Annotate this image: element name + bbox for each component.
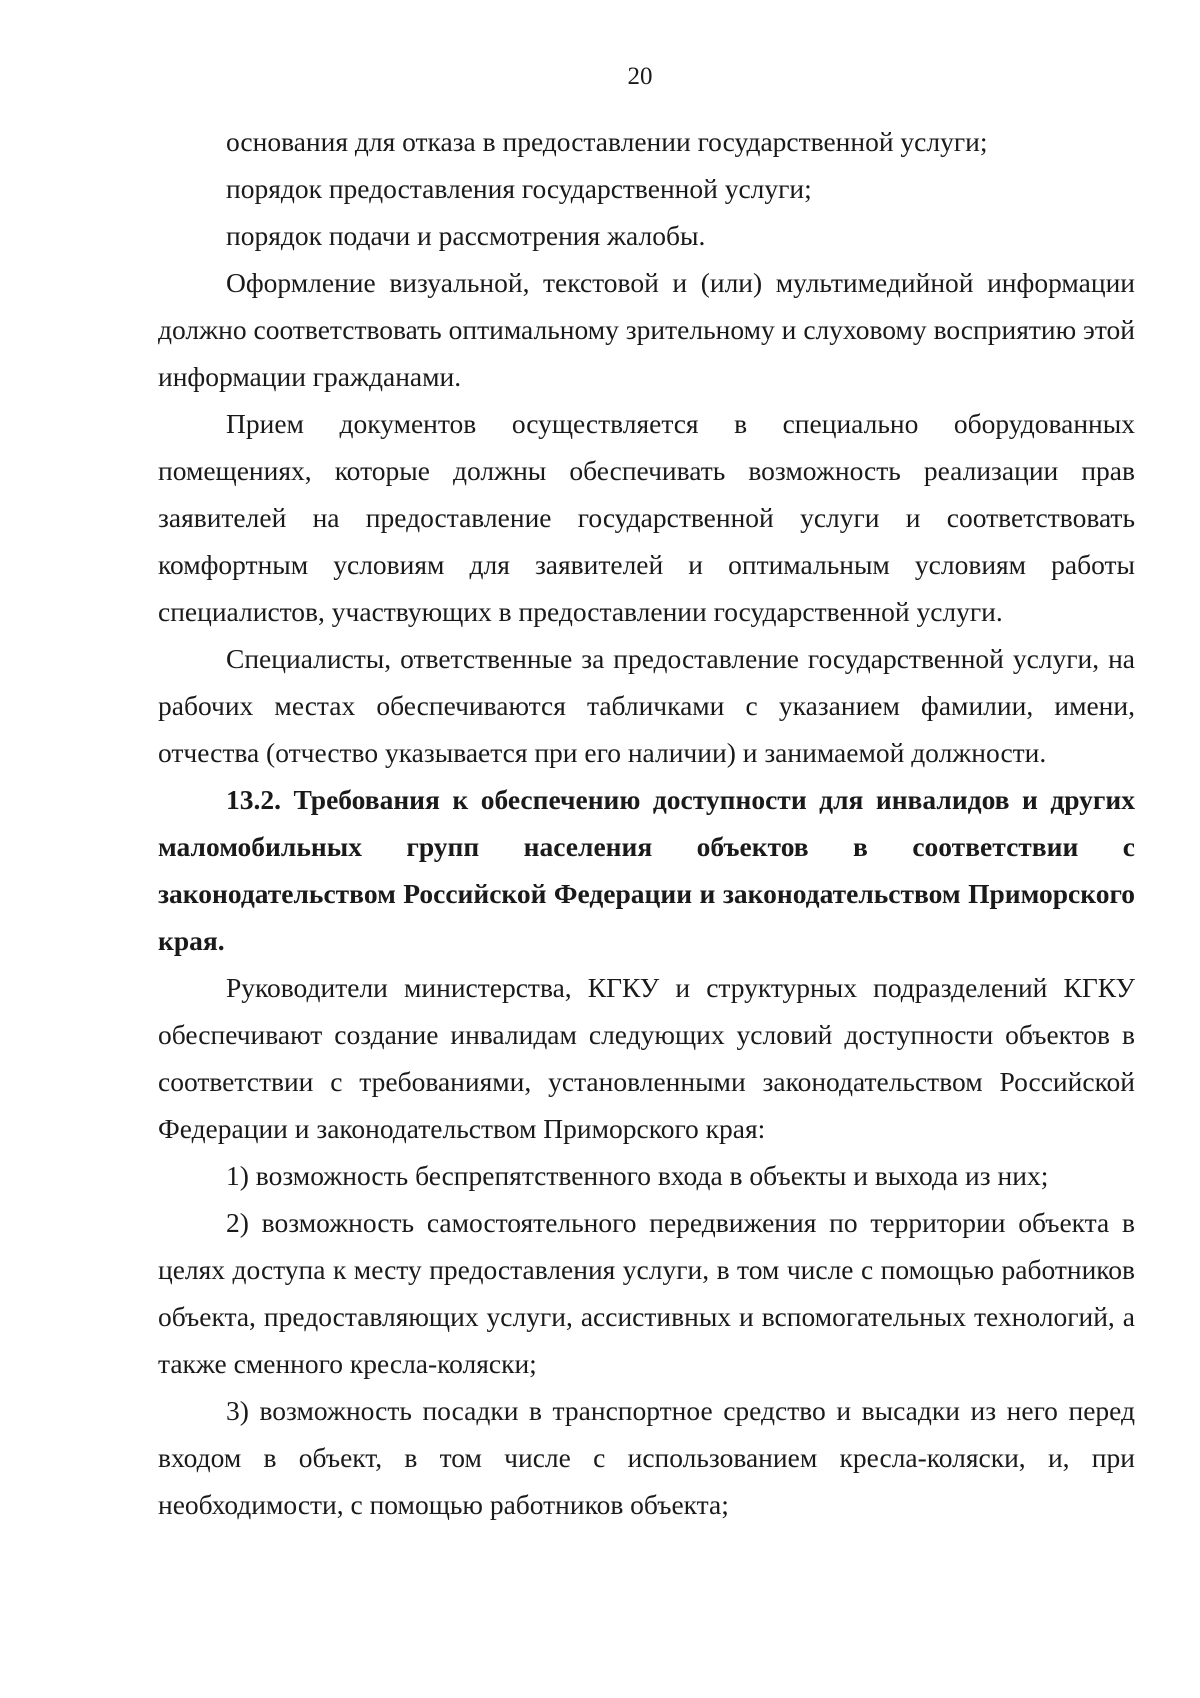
list-item-2: 2) возможность самостоятельного передвижения по территории объекта в целях доступа к месту предоставления услуги, в том числе с помощью работников объекта, предоставляющих услуги, ассистивных и вспомогательных технологий, а также сменного кресла-коляски; xyxy=(158,1207,1135,1379)
document-body xyxy=(158,118,1135,1528)
paragraph-visual-information: Оформление визуальной, текстовой и (или) мультимедийной информации должно соответствовать оптимальному зрительному и слуховому восприятию этой информации гражданами. xyxy=(158,267,1135,392)
paragraph-specialists: Специалисты, ответственные за предоставление государственной услуги, на рабочих местах обеспечиваются табличками с указанием фамилии, имени, отчества (отчество указывается при его наличии) и занимаемой должности. xyxy=(158,643,1135,768)
page-number: 20 xyxy=(627,63,653,90)
list-item-refusal-grounds: основания для отказа в предоставлении государственной услуги; xyxy=(226,126,988,157)
list-item-complaint-procedure: порядок подачи и рассмотрения жалобы. xyxy=(226,220,706,251)
list-item-service-procedure: порядок предоставления государственной услуги; xyxy=(226,173,812,204)
list-item-3: 3) возможность посадки в транспортное средство и высадки из него перед входом в объект, в том числе с использованием кресла-коляски, и, при необходимости, с помощью работников объекта; xyxy=(158,1395,1135,1520)
paragraph-accessibility-conditions: Руководители министерства, КГКУ и структурных подразделений КГКУ обеспечивают создание инвалидам следующих условий доступности объектов в соответствии с требованиями, установленными законодательством Российской Федерации и законодательством Приморского края: xyxy=(158,972,1135,1144)
paragraph-document-reception: Прием документов осуществляется в специально оборудованных помещениях, которые должны обеспечивать возможность реализации прав заявителей на предоставление государственной услуги и соответствовать комфортным условиям для заявителей и оптимальным условиям работы специалистов, участвующих в предоставлении государственной услуги. xyxy=(158,408,1135,627)
list-item-1: 1) возможность беспрепятственного входа в объекты и выхода из них; xyxy=(226,1160,1049,1191)
section-heading-13-2: 13.2. Требования к обеспечению доступности для инвалидов и других маломобильных групп населения объектов в соответствии с законодательством Российской Федерации и законодательством Приморского края. xyxy=(158,784,1135,956)
